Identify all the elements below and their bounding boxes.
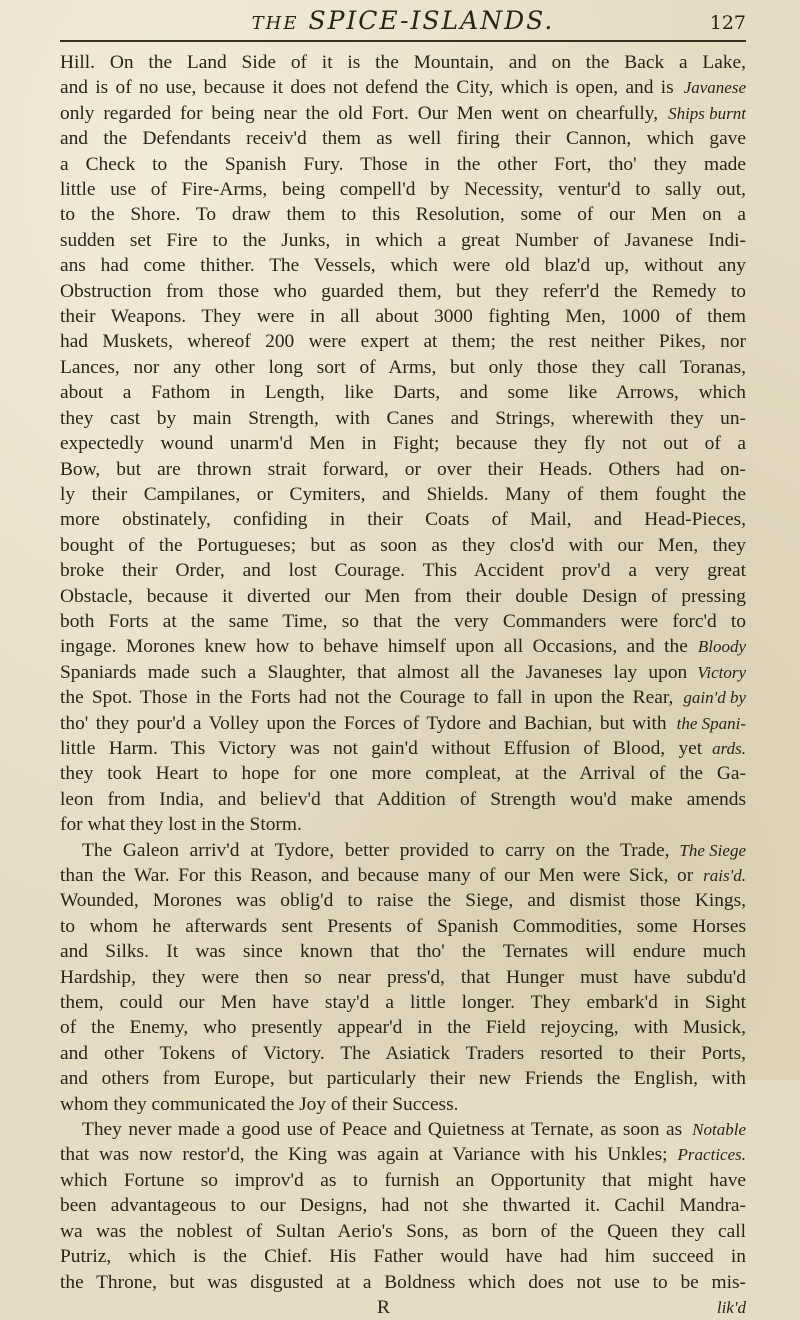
text-line [60, 329, 746, 354]
text-line [60, 1142, 746, 1167]
text-line [60, 533, 746, 558]
line-text: a Check to the Spanish Fury. Those in the other Fort, tho' they made [60, 153, 746, 175]
line-text: Bow, but are thrown strait forward, or over their Heads. Others had on- [60, 458, 746, 480]
text-line [60, 736, 746, 761]
text-line [60, 101, 746, 126]
line-text: and is of no use, because it does not defend the City, which is open, and is [60, 77, 674, 99]
line-text: and Silks. It was since known that tho' the Ternates will endure much [60, 941, 746, 963]
text-line [60, 1193, 746, 1218]
line-text: R [376, 1296, 390, 1318]
line-text: They never made a good use of Peace and Quietness at Ternate, as soon as [82, 1119, 683, 1141]
line-text: been advantageous to our Designs, had not she thwarted it. Cachil Mandra- [60, 1195, 746, 1217]
line-text: and the Defendants receiv'd them as well firing their Cannon, which gave [60, 128, 746, 150]
line-text: about a Fathom in Length, like Darts, and some like Arrows, which [60, 382, 746, 404]
text-line [60, 685, 746, 710]
line-text: only regarded for being near the old Fort. Our Men went on chearfully, [60, 102, 659, 124]
body-text [60, 50, 746, 1320]
text-line [60, 431, 746, 456]
text-line [60, 228, 746, 253]
line-text: Lances, nor any other long sort of Arms, but only those they call Toranas, [60, 356, 746, 378]
line-text: their Weapons. They were in all about 3000 fighting Men, 1000 of them [60, 306, 746, 328]
margin-note: the Spani- [676, 713, 746, 733]
text-line [60, 1168, 746, 1193]
text-line [60, 939, 746, 964]
line-text: expectedly wound unarm'd Men in Fight; because they fly not out of a [60, 433, 746, 455]
line-text: The Galeon arriv'd at Tydore, better provided to carry on the Trade, [82, 839, 670, 861]
text-line [60, 50, 746, 75]
line-text: wa was the noblest of Sultan Aerio's Sons, as born of the Queen they call [60, 1220, 746, 1242]
text-line [60, 1270, 746, 1295]
text-line [60, 711, 746, 736]
line-text: the Spot. Those in the Forts had not the Courage to fall in upon the Rear, [60, 687, 674, 709]
text-line [60, 152, 746, 177]
line-text: they cast by main Strength, with Canes and Strings, wherewith they un- [60, 407, 746, 429]
text-line [60, 914, 746, 939]
line-text: both Forts at the same Time, so that the very Commanders were forc'd to [60, 610, 746, 632]
text-line [60, 304, 746, 329]
line-text: little use of Fire-Arms, being compell'd by Necessity, ventur'd to sally out, [60, 179, 746, 201]
text-line [60, 787, 746, 812]
margin-note: Ships burnt [668, 103, 746, 123]
line-text: to the Shore. To draw them to this Resolution, some of our Men on a [60, 204, 746, 226]
text-line [60, 253, 746, 278]
text-line [60, 1041, 746, 1066]
text-line [60, 812, 746, 837]
text-line [60, 380, 746, 405]
text-line [60, 1117, 746, 1142]
line-text: than the War. For this Reason, and because many of our Men were Sick, or [60, 865, 694, 886]
margin-note: Practices. [677, 1145, 746, 1165]
text-line [60, 660, 746, 685]
text-line [60, 965, 746, 990]
line-text: and others from Europe, but particularly their new Friends the English, with [60, 1068, 746, 1090]
margin-note: Notable [692, 1120, 746, 1140]
text-line [60, 1295, 746, 1320]
line-text: Hardship, they were then so near press'd, that Hunger must have subdu'd [60, 966, 746, 988]
margin-note: lik'd [716, 1297, 746, 1317]
text-line [60, 1015, 746, 1040]
line-text: ingage. Morones knew how to behave himself upon all Occasions, and the [60, 636, 688, 658]
text-line [60, 761, 746, 786]
line-text: tho' they pour'd a Volley upon the Forces of Tydore and Bachian, but with [60, 712, 667, 734]
text-line [60, 1244, 746, 1269]
line-text: that was now restor'd, the King was again at Variance with his Unkles; [60, 1144, 668, 1166]
text-line [60, 177, 746, 202]
line-text: Wounded, Morones was oblig'd to raise the Siege, and dismist those Kings, [60, 890, 746, 912]
text-line [60, 838, 746, 863]
line-text: ly their Campilanes, or Cymiters, and Shields. Many of them fought the [60, 483, 746, 505]
line-text: little Harm. This Victory was not gain'd without Effusion of Blood, yet [60, 737, 703, 759]
line-text: sudden set Fire to the Junks, in which a great Number of Javanese Indi- [60, 229, 746, 251]
text-line [60, 457, 746, 482]
running-head [60, 4, 746, 42]
text-line [60, 1092, 746, 1117]
text-line [60, 355, 746, 380]
line-text: the Throne, but was disgusted at a Boldness which does not use to be mis- [60, 1271, 746, 1293]
text-line [60, 1219, 746, 1244]
line-text: of the Enemy, who presently appear'd in the Field rejoycing, with Musick, [60, 1017, 746, 1039]
line-text: and other Tokens of Victory. The Asiatick Traders resorted to their Ports, [60, 1042, 746, 1064]
text-line [60, 863, 746, 888]
text-line [60, 558, 746, 583]
line-text: bought of the Portugueses; but as soon as they clos'd with our Men, they [60, 534, 746, 556]
margin-note: gain'd by [683, 688, 746, 708]
text-line [60, 584, 746, 609]
text-line [60, 482, 746, 507]
text-line [60, 279, 746, 304]
page-number: 127 [709, 12, 746, 34]
line-text: Obstruction from those who guarded them, but they referr'd the Remedy to [60, 280, 746, 302]
text-line [60, 634, 746, 659]
line-text: leon from India, and believ'd that Addition of Strength wou'd make amends [60, 788, 746, 810]
line-text: whom they communicated the Joy of their Success. [60, 1093, 459, 1115]
text-line [60, 990, 746, 1015]
line-text: for what they lost in the Storm. [60, 814, 302, 836]
running-title: the SPICE-ISLANDS. [251, 6, 555, 35]
line-text: Obstacle, because it diverted our Men from their double Design of pressing [60, 585, 746, 607]
margin-note: Bloody [697, 637, 746, 657]
line-text: Spaniards made such a Slaughter, that almost all the Javaneses lay upon [60, 661, 688, 683]
text-line [60, 888, 746, 913]
line-text: Putriz, which is the Chief. His Father would have had him succeed in [60, 1246, 746, 1268]
line-text: Hill. On the Land Side of it is the Mountain, and on the Back a Lake, [60, 52, 746, 73]
text-line [60, 126, 746, 151]
margin-note: rais'd. [703, 866, 746, 885]
margin-note: The Siege [679, 840, 746, 860]
line-text: which Fortune so improv'd as to furnish an Opportunity that might have [60, 1169, 746, 1191]
margin-note: ards. [712, 738, 746, 758]
text-line [60, 202, 746, 227]
line-text: had Muskets, whereof 200 were expert at them; the rest neither Pikes, nor [60, 331, 746, 353]
text-line [60, 75, 746, 100]
line-text: more obstinately, confiding in their Coats of Mail, and Head-Pieces, [60, 509, 746, 531]
line-text: they took Heart to hope for one more compleat, at the Arrival of the Ga- [60, 763, 746, 785]
text-line [60, 609, 746, 634]
line-text: broke their Order, and lost Courage. This Accident prov'd a very great [60, 560, 746, 582]
text-line [60, 507, 746, 532]
line-text: ans had come thither. The Vessels, which were old blaz'd up, without any [60, 255, 746, 277]
margin-note: Victory [697, 662, 746, 682]
margin-note: Javanese [683, 78, 746, 98]
text-line [60, 406, 746, 431]
text-line [60, 1066, 746, 1091]
line-text: them, could our Men have stay'd a little longer. They embark'd in Sight [60, 992, 746, 1014]
line-text: to whom he afterwards sent Presents of Spanish Commodities, some Horses [60, 915, 746, 937]
